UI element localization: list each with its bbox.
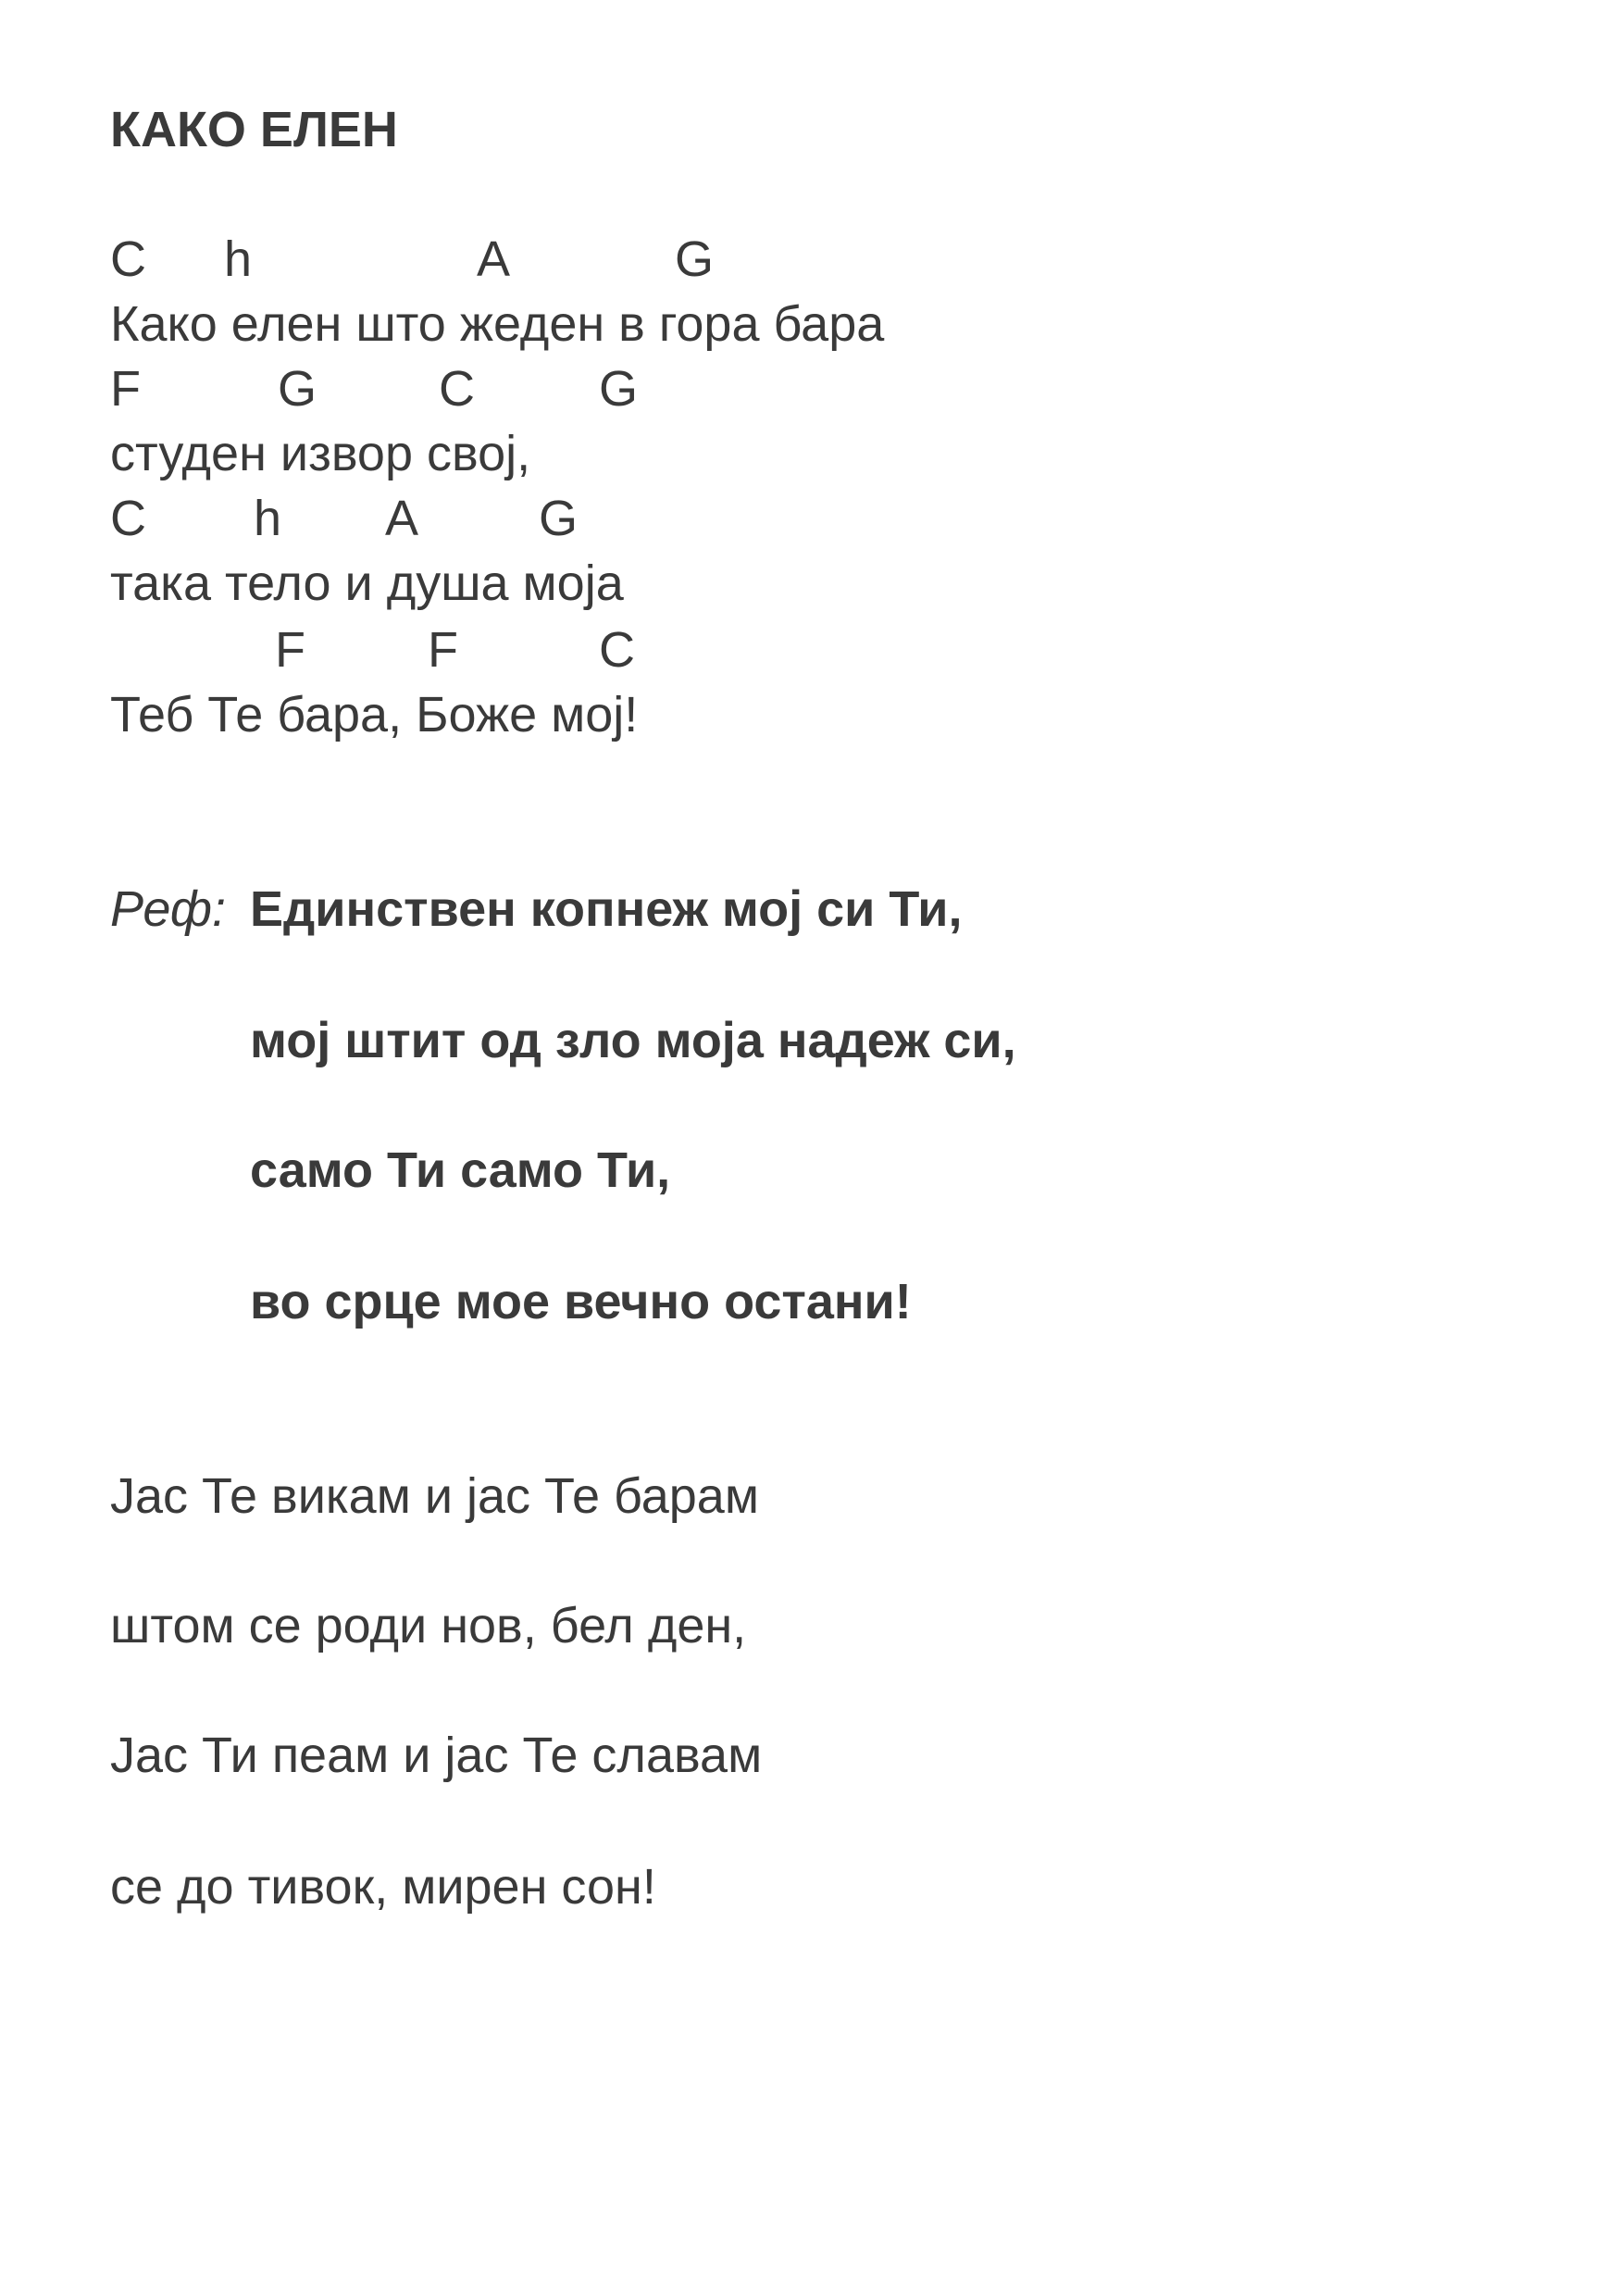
chord: F bbox=[428, 622, 458, 678]
refrain-line: само Ти само Ти, bbox=[250, 1142, 671, 1198]
chord-line-4 bbox=[110, 620, 1406, 680]
chord: G bbox=[599, 361, 639, 417]
refrain-line: во срце мое вечно остани! bbox=[250, 1274, 912, 1329]
refrain-line: мој штит од зло моја надеж си, bbox=[250, 1013, 1016, 1068]
lyric-line: се до тивок, мирен сон! bbox=[110, 1859, 656, 1915]
chord: G bbox=[675, 231, 715, 287]
chord: G bbox=[278, 361, 317, 417]
lyric-line: така тело и душа моја bbox=[110, 555, 624, 611]
chord-line-3 bbox=[110, 489, 1406, 548]
chord: C bbox=[110, 491, 146, 546]
lyric-line: Како елен што жеден в гора бара bbox=[110, 296, 885, 352]
chord: A bbox=[477, 231, 511, 287]
lyric-line: студен извор свој, bbox=[110, 426, 531, 481]
chord: h bbox=[224, 231, 253, 287]
lyric-line: Јас Ти пеам и јас Те славам bbox=[110, 1728, 763, 1783]
chord: F bbox=[275, 622, 305, 678]
chord: C bbox=[439, 361, 475, 417]
lyric-line: штом се роди нов, бел ден, bbox=[110, 1598, 747, 1653]
song-title: КАКО ЕЛЕН bbox=[110, 102, 398, 157]
chord: G bbox=[539, 491, 579, 546]
refrain-label: Реф: bbox=[110, 881, 226, 937]
lyric-line: Теб Те бара, Боже мој! bbox=[110, 687, 639, 742]
chord-line-1 bbox=[110, 230, 1406, 289]
chord: C bbox=[110, 231, 146, 287]
chord-line-2 bbox=[110, 359, 1406, 418]
refrain-line: Единствен копнеж мој си Ти, bbox=[250, 881, 963, 937]
chord: A bbox=[385, 491, 419, 546]
chord: F bbox=[110, 361, 141, 417]
chord: h bbox=[254, 491, 282, 546]
lyric-line: Јас Те викам и јас Те барам bbox=[110, 1468, 759, 1524]
chord: C bbox=[599, 622, 635, 678]
